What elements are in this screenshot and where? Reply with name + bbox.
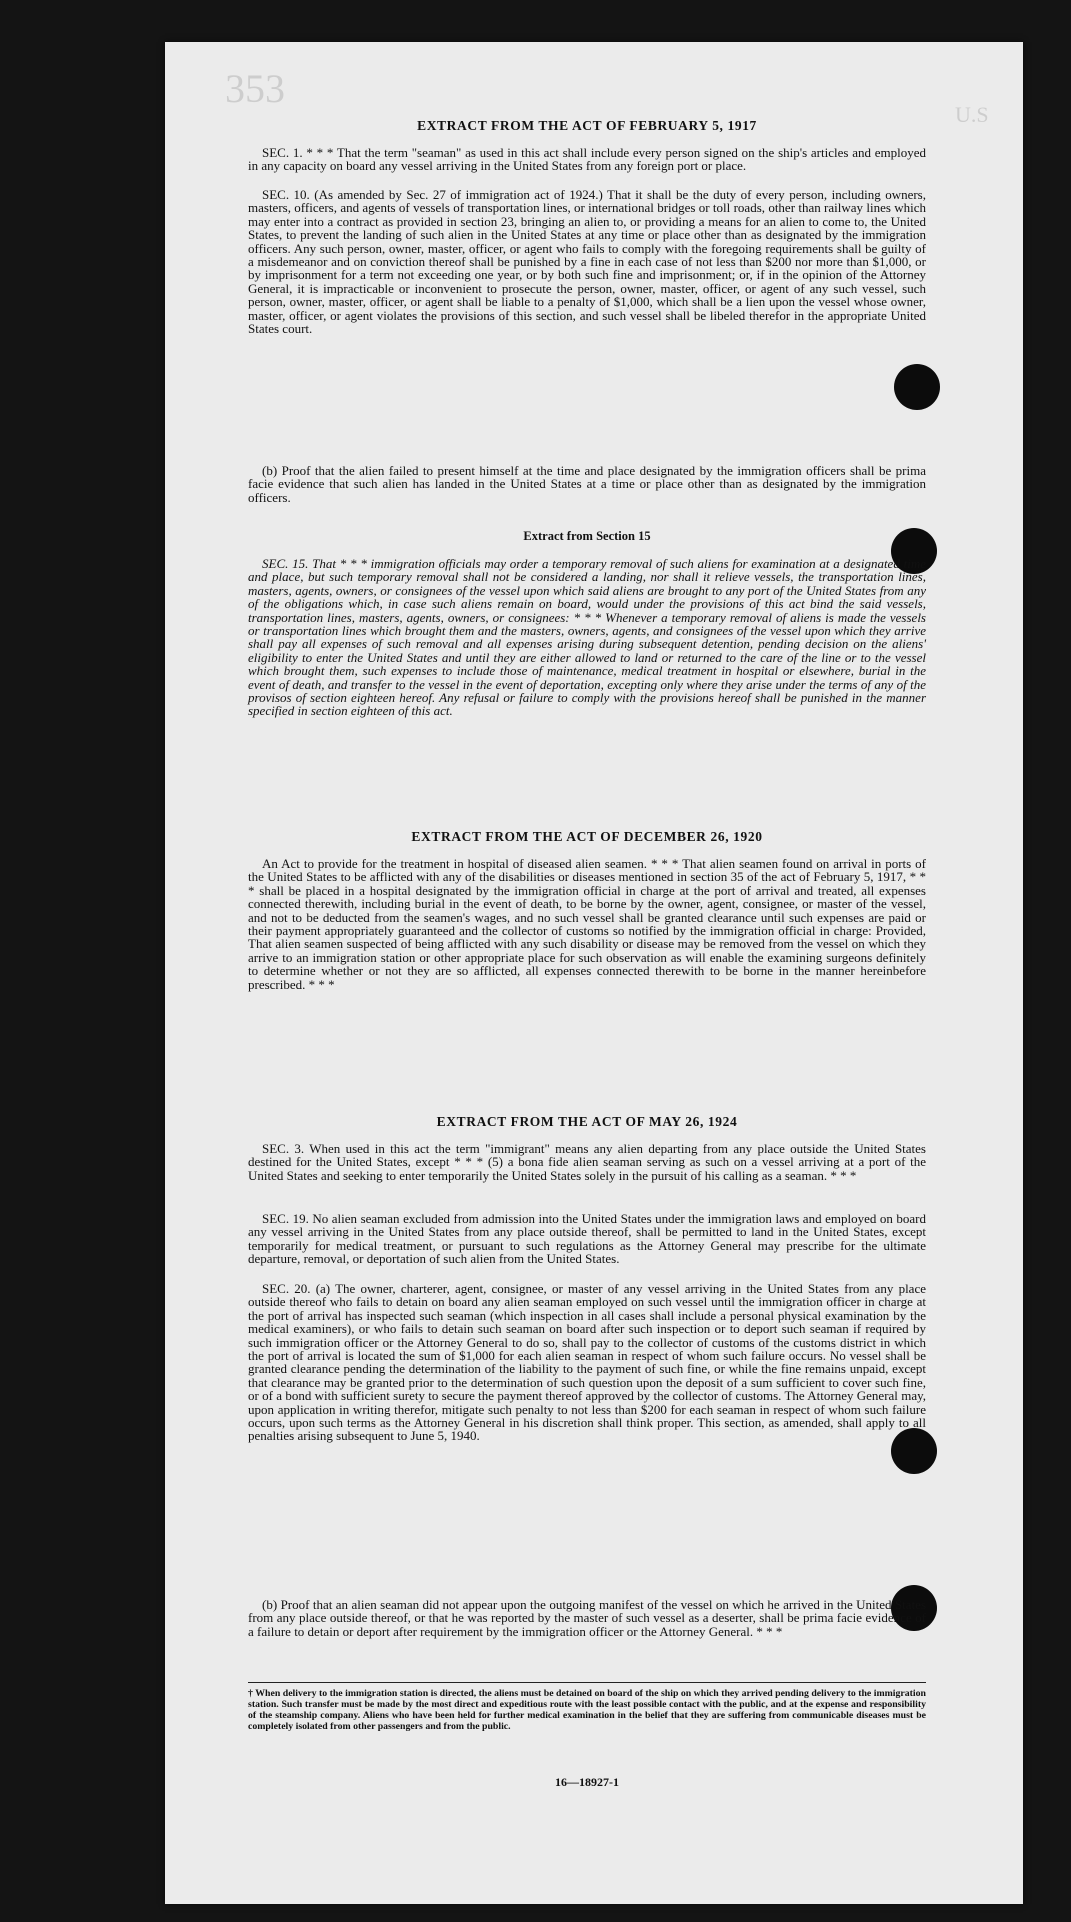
section-10: SEC. 10. (As amended by Sec. 27 of immigration act of 1924.) That it shall be the duty of every person, including owners, masters, officers, and agents of vessels of transportation lines, or international bridges or toll roads, other than railway lines which may enter into a contract as provided in section 23, bringing an alien to, or providing a means for an alien to come to, the United States, to prevent the landing of such alien in the United States at any time or place other than as designated by the immigration officers. Any such person, owner, master, officer, or agent who fails to comply with the foregoing requirements shall be guilty of a misdemeanor and on conviction thereof shall be punished by a fine in each case of not less than $200 nor more than $1,000, or by imprisonment for a term not exceeding one year, or by both such fine and imprisonment; or, if in the opinion of the Attorney General, it is impracticable or inconvenient to prosecute the person, owner, master, officer, or agent of any such vessel, such person, owner, master, officer, or agent shall be liable to a penalty of $1,000, which shall be a lien upon the vessel whose owner, master, officer, or agent violates the provisions of this section, and such vessel shall be libeled therefor in the appropriate United States court. [248, 187, 926, 337]
heading-act-1924: EXTRACT FROM THE ACT OF MAY 26, 1924 [436, 1114, 738, 1129]
footnote-divider [248, 1682, 926, 1683]
section-1: SEC. 1. * * * That the term "seaman" as used in this act shall include every person signed on the ship's articles and employed in any capacity on board any vessel arriving in the United States from any foreign port or place. [248, 145, 926, 174]
footnote: † When delivery to the immigration station is directed, the aliens must be detained on board of the ship on which they arrived pending delivery to the immigration station. Such transfer must be made by the most direct and expeditious route with the least possible contact with the public, and at the expense and responsibility of the steamship company. Aliens who have been held for further medical examination in the belief that they are suffering from communicable diseases must be completely isolated from other passengers and from the public. [248, 1688, 926, 1732]
document-page [165, 42, 1023, 1904]
heading-act-1920: EXTRACT FROM THE ACT OF DECEMBER 26, 1920 [411, 829, 763, 844]
heading-act-1917: EXTRACT FROM THE ACT OF FEBRUARY 5, 1917 [417, 118, 757, 133]
section-15: SEC. 15. That * * * immigration officials may order a temporary removal of such aliens for examination at a designated time and place, but such temporary removal shall not be considered a landing, nor shall it relieve vessels, the transportation lines, masters, agents, owners, or consignees of the vessel upon which said aliens are brought to any port of the United States from any of the obligations which, in case such aliens remain on board, would under the provisions of this act bind the said vessels, transportation lines, masters, agents, owners, or consignees: * * * Whenever a temporary removal of aliens is made the vessels or transportation lines which brought them and the masters, owners, agents, and consignees of the vessel upon which they arrive shall pay all expenses of such removal and all expenses arising during subsequent detention, pending decision on the aliens' eligibility to enter the United States and until they are either allowed to land or returned to the care of the line or to the vessel which brought them, such expenses to include those of maintenance, medical treatment in hospital or elsewhere, burial in the event of death, and transfer to the vessel in the event of deportation, excepting only where they arise under the terms of any of the provisos of section eighteen hereof. Any refusal or failure to comply with the provisions hereof shall be punished in the manner specified in section eighteen of this act. [248, 556, 926, 719]
act-1920-text: An Act to provide for the treatment in hospital of diseased alien seamen. * * * That alien seamen found on arrival in ports of the United States to be afflicted with any of the disabilities or diseases mentioned in section 35 of the act of February 5, 1917, * * * shall be placed in a hospital designated by the immigration official in charge at the port of arrival and treated, all expenses connected therewith, including burial in the event of death, to be borne by the owner, agent, consignee, or master of the vessel, and not to be deducted from the seamen's wages, and no such vessel shall be granted clearance until such expenses are paid or their payment appropriately guaranteed and the collector of customs so notified by the immigration official in charge: Provided, That alien seamen suspected of being afflicted with any such disability or disease may be removed from the vessel on which they arrive to an immigration station or other appropriate place for such observation as will enable the examining surgeons definitely to determine whether or not they are so afflicted, all expenses connected therewith to be borne in the manner hereinbefore prescribed. * * * [248, 856, 926, 992]
section-3: SEC. 3. When used in this act the term "immigrant" means any alien departing from any place outside the United States destined for the United States, except * * * (5) a bona fide alien seaman serving as such on a vessel arriving at a port of the United States and seeking to enter temporarily the United States solely in the pursuit of his calling as a seaman. * * * [248, 1141, 926, 1183]
svg-text:U.S: U.S [955, 102, 989, 127]
section-20-a: SEC. 20. (a) The owner, charterer, agent, consignee, or master of any vessel arriving in the United States from any place outside thereof who fails to detain on board any alien seaman employed on such vessel until the immigration officer in charge at the port of arrival has inspected such seaman (which inspection in all cases shall include a personal physical examination by the medical examiners), or who fails to detain such seaman on board after such inspection or to deport such seaman if required by such immigration officer or the Attorney General to do so, shall pay to the collector of customs of the customs district in which the port of arrival is located the sum of $1,000 for each alien seaman in respect of whom such failure occurs. No vessel shall be granted clearance pending the determination of the liability to the payment of such fine, or while the fine remains unpaid, except that clearance may be granted prior to the determination of such question upon the deposit of a sum sufficient to cover such fine, or of a bond with sufficient surety to secure the payment thereof approved by the collector of customs. The Attorney General may, upon application in writing therefor, mitigate such penalty to not less than $200 for each seaman in respect of whom such failure occurs, upon such terms as the Attorney General in his discretion shall think proper. This section, as amended, shall apply to all penalties arising subsequent to June 5, 1940. [248, 1281, 926, 1444]
section-20-b: (b) Proof that an alien seaman did not appear upon the outgoing manifest of the vessel on which he arrived in the United States from any place outside thereof, or that he was reported by the master of such vessel as a deserter, shall be prima facie evidence of a failure to detain or deport after requirement by the immigration officer or the Attorney General. * * * [248, 1597, 926, 1639]
text-column [248, 42, 926, 1904]
svg-text:353: 353 [225, 66, 285, 111]
subheading-section-15: Extract from Section 15 [523, 529, 651, 543]
section-19: SEC. 19. No alien seaman excluded from admission into the United States under the immigration laws and employed on board any vessel arriving in the United States from any place outside thereof, shall be permitted to land in the United States, except temporarily for medical treatment, or pursuant to such regulations as the Attorney General may prescribe for the ultimate departure, removal, or deportation of such alien from the United States. [248, 1211, 926, 1267]
section-10-b: (b) Proof that the alien failed to present himself at the time and place designated by the immigration officers shall be prima facie evidence that such alien has landed in the United States at a time or place other than as designated by the immigration officers. [248, 463, 926, 505]
form-code: 16—18927-1 [555, 1775, 619, 1789]
